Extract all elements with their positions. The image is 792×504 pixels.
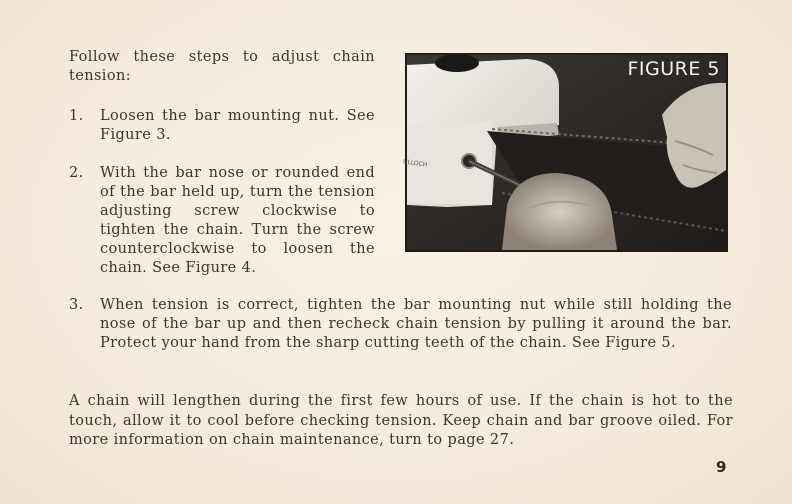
step-number: 1. <box>69 108 84 124</box>
page-number: 9 <box>716 458 727 476</box>
step-number: 3. <box>69 297 84 313</box>
brand-stamp: ULLOCH <box>402 158 428 169</box>
step-text: With the bar nose or rounded end of the bar held up, turn the tension adjusting screw clockwise to tighten the chain. Turn the screw counterclockwise to loosen the chain. See Figure 4. <box>100 165 375 276</box>
step-text: When tension is correct, tighten the bar mounting nut while still holding the nose of the bar up and then recheck chain tension by pulling it around the bar. Protect your hand from the sharp cutting teeth of the chain. See Figure 5. <box>100 297 732 351</box>
chainsaw-photo <box>407 55 726 250</box>
step-1 <box>69 107 375 147</box>
step-text: Loosen the bar mounting nut. See Figure 3. <box>100 108 375 143</box>
step-number: 2. <box>69 165 84 181</box>
step-2 <box>69 164 375 280</box>
figure-5-photo <box>402 53 728 252</box>
intro-paragraph: Follow these steps to adjust chain tension: <box>69 49 375 84</box>
figure-label: FIGURE 5 <box>627 58 720 80</box>
closing-paragraph: A chain will lengthen during the first few hours of use. If the chain is hot to the touch, allow it to cool before checking tension. Keep chain and bar groove oiled. For more information on chain maintenance, turn to page 27. <box>69 393 733 448</box>
step-3 <box>69 296 733 376</box>
